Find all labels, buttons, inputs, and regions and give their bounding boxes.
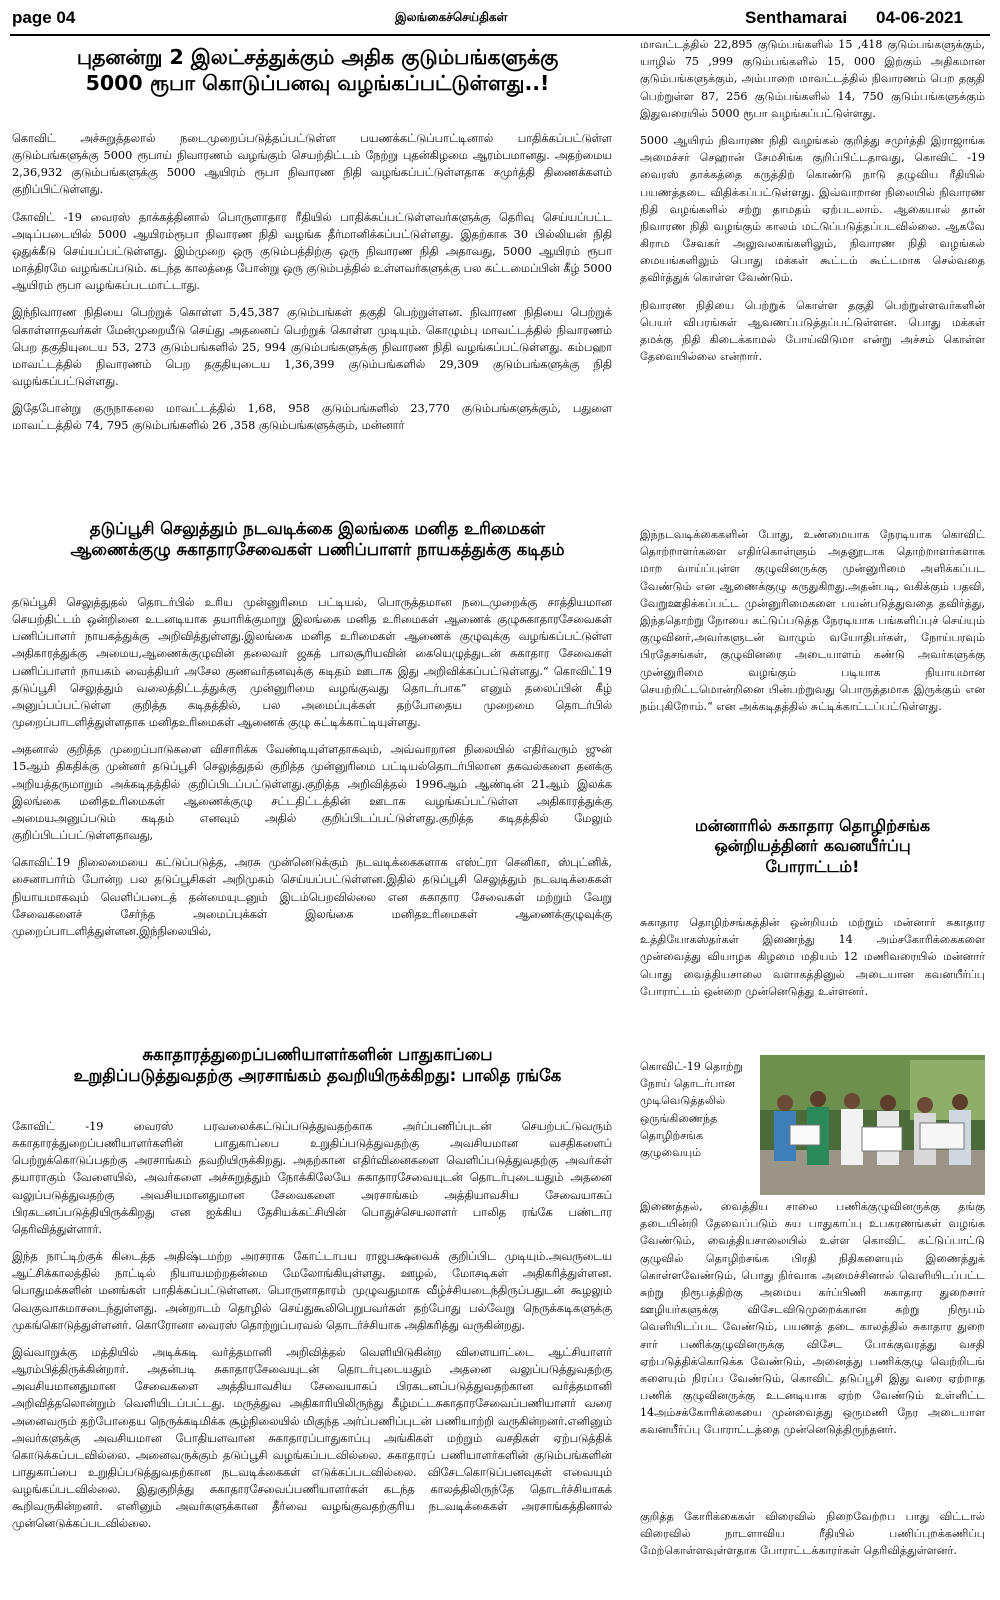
article1-body xyxy=(12,130,612,500)
article3-closing xyxy=(640,1508,985,1592)
article1-paragraph: 5000 ஆயிரம் நிவாரண நிதி வழங்கல் குறித்து சமுர்த்தி இராஜாங்க அமைச்சர் செஹான் சேமசிங்க குறிப்பிட்டதாவது, கொவிட் -19 வைரஸ் தாக்கத்தை கருத்திற் கொண்டு நாடு தழுவிய ரீதியில் பயணத்தடை விதிக்கப்பட்டுள்ளது. இவ்வாறான நிலையில் நிவாரண நிதி வழங்களில் சற்று தாமதம் ஏற்படலாம். ஆகையால் தான் நிவாரண நிதி வழங்கும் காலம் மட்டுப்படுத்தப்படவில்லை. ஆகவே கிராம சேவகர் அலுவலகங்களிலும், நிவாரண நிதி வழங்கல் மையங்களிலும் பொது மக்கள் கூட்டம் கூட்டமாக செல்வதை தவிர்த்துக் கொள்ள வேண்டும். xyxy=(640,133,985,285)
article1-paragraph: மாவட்டத்தில் 22,895 குடும்பங்களில் 15 ,418 குடும்பங்களுக்கும், யாழில் 75 ,999 குடும்பங்களில் 15, 000 இற்கும் அதிகமான குடும்பங்களுக்கும், அம்பாறை மாவட்டத்தில் நிவாரணம் பெற தகுதி பெற்றுள்ள 87, 256 குடும்பங்களில் 14, 750 குடும்பங்களுக்கும் இதுவரையில் 5000 ரூபா வழங்கப்பட்டுள்ளது. xyxy=(640,38,985,120)
article4-paragraph: இவ்வாறுக்கு மத்தியில் அடிக்கடி வர்த்தமானி அறிவித்தல் வெளியிடுகின்ற விளையாட்டை ஆட்சியாளர் ஆரம்பித்திருக்கின்றார். அதன்படி சுகாதாரசேவையுடன் தொடர்புடையதும் அதனை வலுப்படுத்துவதற்கு அவசியமானதுமான சேவைகளை அத்தியாவசிய சேவையாகப் பிரகடனப்படுத்துவதற்கான வர்த்தமானி அறிவித்தலொன்றும் வெளியிடப்பட்டது. மருத்துவ அதிகாரியிலிருந்து கீழ்மட்டசுகாதாரசேவைப்பணியாளர் வரை அனைவரும் தற்போதைய நெருக்கடிமிக்க சூழ்நிலையில் மிகுந்த அர்ப்பணிப்புடன் பணியாற்றி வருகின்றனர்.எனினும் அவர்களுக்கு அவசியமான போதியளவான சுகாதாரப்பாதுகாப்பு அங்கிகள் மற்றும் வசதிகள் ஏற்படுத்திக் கொடுக்கப்படவில்லை. அனைவருக்கும் தடுப்பூசி வழங்கப்படவில்லை. சுகாதாரப் பணியாளர்களின் குடும்பங்களின் பாதுகாப்பை உறுதிப்படுத்துவதற்கான நடவடிக்கைகள் எடுக்கப்படவில்லை. விசேடகொடுப்பனவுகள் எவையும் வழங்கப்படவில்லை. இதுகுறித்து சுகாதாரசேவைப்பணியாளர்கள் கடந்த காலத்திலிருந்தே தொடர்ச்சியாகக் கூறிவருகின்றனர். எனினும் அவர்களுக்கான தீர்வை வழங்குவதற்குரிய நடவடிக்கைகள் அரசாங்கத்தினால் முன்னெடுக்கப்படவில்லை. xyxy=(12,1345,612,1531)
article2-body xyxy=(12,594,612,1034)
issue-date: 04-06-2021 xyxy=(876,8,963,27)
article3-paragraph: குறித்த கோரிக்கைகள் விரைவில் நிறைவேற்றப பாது விட்டால் விரைவில் நாடளாவிய ரீதியில் பணிப்புறக்கணிப்பு மேற்கொள்ளவுள்ளதாக போராட்டக்காரர்கள் தெரிவித்துள்ளனர். xyxy=(640,1510,985,1558)
article4-headline xyxy=(10,1044,625,1112)
article3-side-text xyxy=(640,1058,752,1196)
page-number: page 04 xyxy=(12,8,76,27)
article2-headline-line1: தடுப்பூசி செலுத்தும் நடவடிக்கை இலங்கை மனித உரிமைகள் xyxy=(89,519,546,538)
article4-paragraph: இந்த நாட்டிற்குக் கிடைத்த அதிஷ்டமற்ற அரசராக கோட்டாபய ராஜபக்ஷவைக் குறிப்பிட முடியும்.அவருடைய ஆட்சிக்காலத்தில் நாட்டில் நியாயமற்றதன்மை மேலோங்கியுள்ளது. ஊழல், மோசடிகள் அதிகரித்துள்ளன. பொதுமக்களின் மனங்கள் பாதிக்கப்பட்டுள்ளன. பொருளாதாரம் முழுவதுமாக வீழ்ச்சியடைந்திருப்பதுடன் கூழலும் வெகுவாகமாசடைந்துள்ளது. அன்றாடம் தொழில் செய்துகூலிபெறுபவர்கள் தற்போது பல்வேறு நெருக்கடிகளுக்கு முகங்கொடுத்துள்ளனர். கொரோனா வைரஸ் தொற்றுப்பரவல் தொடர்ச்சியாக அதிகரித்து வருகின்றது. xyxy=(12,1250,612,1332)
article1-paragraph: இந்நிவாரண நிதியை பெற்றுக் கொள்ள 5,45,387 குடும்பங்கள் தகுதி பெற்றுள்ளன. நிவாரண நிதியை பெற்றுக் கொள்ளாதவர்கள் மேன்முறையீடு செய்து அதனைப் பெற்றுக் கொள்ள முடியும். கொழும்பு மாவட்டத்தில் நிவாரணம் பெற தகுதியுடைய 53, 273 குடும்பங்களில் 25, 994 குடும்பங்களுக்கு நிவாரண நிதி வழங்கப்பட்டுள்ளது. கம்பஹா மாவட்டத்தில் நிவாரணம் பெற தகுதியுடைய 1,36,399 குடும்பங்களில் 29,309 குடும்பங்களுக்கு நிதி வழங்கப்பட்டுள்ளது. xyxy=(12,306,612,389)
article4-paragraph: கோவிட் -19 வைரஸ் பரவலைக்கட்டுப்படுத்துவதற்காக அர்ப்பணிப்புடன் செயற்பட்டுவரும் சுகாதாரத்துறைப்பணியாளர்களின் பாதுகாப்பை உறுதிப்படுத்துவதற்கு அவசியமான வசதிகளைப் பெற்றுக்கொடுப்பதற்கு அரசாங்கம் தவறியிருக்கிறது. அதற்கான எதிர்வினைகளை வெளிப்படுத்துவதற்கு அவர்கள் தயாராகும் வேளையில், அவர்களை அச்சுறுத்தும் நோக்கிலேயே சுகாதாரசேவையுடன் தொடர்புடையதும் அதனை வலுப்படுத்துவதற்கு அவசியமானதுமான சேவைகளை அரசாங்கம் அத்தியாவசிய சேவையாகப் பிரகடனப்படுத்தியிருக்கிறது என ஐக்கிய தேசியக்கட்சியின் பொதுச்செயலாளர் பாலித ரங்கே பண்டார தெரிவித்துள்ளார். xyxy=(12,1120,612,1236)
article2-paragraph: தடுப்பூசி செலுத்துதல் தொடர்பில் உரிய முன்னுரிமை பட்டியல், பொருத்தமான நடைமுறைக்கு சாத்தியமான செயற்திட்டம் ஒன்றினை உடனடியாக தயாரிக்குமாறு இலங்கை மனித உரிமைகள் ஆணைக் குழுசுகாதாரசேவைகள் பணிப்பாளர் நாயகத்துக்கு அறிவித்துள்ளது.இலங்கை மனித உரிமைகள் ஆணைக் குழுவுக்கு வழங்கப்பட்டுள்ள அதிகாரத்துக்கு அமைய,ஆணைக்குழுவின் தலைவர் ஜகத் பாலசூரியவின் கையெழுத்துடன் சுகாதார சேவைகள் பணிப்பாளர் நாயகம் வைத்தியர் அசேல குணவர்தனவுக்கு கடிதம் ஊடாக இது அறிவிக்கப்பட்டுள்ளது.“ கொவிட்19 தடுப்பூசி செலுத்தும் வலைத்திட்டத்துக்கு முன்னுரிமை வழங்குவது தொடர்பாக” எனும் தலைப்பின் கீழ் அனுப்பப்பட்டுள்ள குறித்த கடிதத்தில், பல அமைப்புக்கள் தற்போதைய முறைமை தொடர்பில் முறைப்பாடளித்துள்ளதாக மனிதஉரிமைகள் ஆணைக் குழு சுட்டிக்காட்டியுள்ளது. xyxy=(12,596,612,730)
article1-paragraph: நிவாரண நிதியை பெற்றுக் கொள்ள தகுதி பெற்றுள்ளவர்களின் பெயர் விபரங்கள் ஆவணப்படுத்தப்பட்டுள்ளன. பொது மக்கள் தமக்கு நிதி கிடைக்காமல் போய்விடுமா என்று அச்சம் கொள்ள தேவையில்லை என்றார். xyxy=(640,298,985,364)
article3-headline-line3: போராட்டம்! xyxy=(765,856,860,876)
protest-photo xyxy=(760,1055,985,1195)
article2-paragraph: கொவிட்19 நிலைமையை கட்டுப்படுத்த, அரசு முன்னெடுக்கும் நடவடிக்கைகளாக எஸ்ட்ரா செனிகா, ஸ்புட்னிக், சைனாபார்ம் போன்ற பல தடுப்பூசிகள் அறிமுகம் செய்யப்பட்டுள்ளன.இதில் தடுப்பூசி செலுத்தும் நடவடிக்கைகள் நியாயமாகவும் வெளிப்படைத் தன்மையுடனும் இடம்பெறவில்லை என சுகாதார சேவைகள் மற்றும் வேறு சேவைகளைச் சேர்ந்த அமைப்புக்கள் இலங்கை மனிதஉரிமைகள் ஆணைக்குழுவுக்கு முறைப்பாடளித்துள்ளன.இந்நிலையில், xyxy=(12,856,612,938)
article1-headline-line1: புதனன்று 2 இலட்சத்துக்கும் அதிக குடும்பங்களுக்கு xyxy=(76,45,559,69)
article3-paragraph: கொவிட்-19 தொற்று நோய் தொடர்பான முடிவெடுத்தலில் ஒருங்கிணைந்த தொழிற்சங்க குழுவையும் xyxy=(640,1060,743,1159)
article1-paragraph: கொவிட் அச்சுறுத்தலால் நடைமுறைப்படுத்தப்பட்டுள்ள பயணக்கட்டுப்பாட்டினால் பாதிக்கப்பட்டுள்ள குடும்பங்களுக்கு 5000 ரூபாய் நிவாரணம் வழங்கும் செயற்திட்டம் நேற்று புதன்கிழமை ஆரம்பமானது. அதற்மைய 2,36,932 குடும்பங்களுக்கு 5000 ஆயிரம் ரூபா நிவாரண நிதி வழங்கப்பட்டுள்ளதாக சமுர்த்தி திணைக்களம் குறிப்பிட்டுள்ளது. xyxy=(12,132,612,197)
article2-headline-line2: ஆணைக்குழு சுகாதாரசேவைகள் பணிப்பாளர் நாயகத்துக்கு கடிதம் xyxy=(70,540,565,560)
section-name: இலங்கைச்செய்திகள் xyxy=(395,10,508,24)
article4-headline-line1: சுகாதாரத்துறைப்பணியாளர்களின் பாதுகாப்பை xyxy=(142,1045,493,1064)
article2-continuation xyxy=(640,526,985,811)
publication-name: Senthamarai xyxy=(745,8,848,27)
article3-headline-line1: மன்னாரில் சுகாதார தொழிற்சங்க xyxy=(694,816,931,835)
article3-intro xyxy=(640,914,985,1054)
article3-headline xyxy=(640,816,985,908)
article1-continuation xyxy=(640,36,985,508)
article1-paragraph: இதேபோன்று குருநாகலை மாவட்டத்தில் 1,68, 958 குடும்பங்களில் 23,770 குடும்பங்களுக்கும், பதுளை மாவட்டத்தில் 74, 795 குடும்பங்களில் 26 ,358 குடும்பங்களுக்கும், மன்னார் xyxy=(12,402,612,433)
article4-body xyxy=(12,1118,612,1596)
article2-paragraph: இந்நடவடிக்கைகளின் போது, உண்மையாக நேரடியாக கொவிட் தொற்றாளர்களை எதிர்கொள்ளும் அதனூடாக தொற்றாளர்களாக மாற வாய்ப்புள்ள குழுவினருக்கு முன்னுரிமை அளிக்கப்பட வேண்டும் என ஆணைக்குழு கருதுகிறது.அதன்படி, வகிக்கும் பதவி, வேறுஊதிக்கப்பட்ட முன்னுரிமைகளை பயன்படுத்துவதை தவிர்த்து, இந்ததொற்று நோயை கட்டுப்படுத்த நேரடியாக பங்களிப்புச் செய்யும் குழுவினர்,அவர்களுடன் வாழும் வயோதிபர்கள், நோய்பரவும் பிரதேசங்கள், குழுவினரை அடையாளம் கண்டு அவர்களுக்கு முன்னுரிமை வழங்கும் படியாக நியாயமான செயற்றிட்டமொன்றினை பின்பற்றுவது பொருத்தமாக இருக்கும் என நம்புகிறோம்.“ என அக்கடிதத்தில் சுட்டிக்காட்டப்பட்டுள்ளது. xyxy=(640,528,985,713)
article3-headline-line2: ஒன்றியத்தினர் கவனயீர்ப்பு xyxy=(714,836,911,856)
article1-headline xyxy=(10,44,625,124)
article3-body xyxy=(640,1198,985,1504)
article2-headline xyxy=(10,518,625,586)
article4-headline-line2: உறுதிப்படுத்துவதற்கு அரசாங்கம் தவறியிருக்கிறது: பாலித ரங்கே xyxy=(73,1066,562,1086)
article3-paragraph: இணைத்தல், வைத்திய சாலை பணிக்குழுவினருக்கு தங்கு தடையின்றி தேவைப்படும் சுய பாதுகாப்பு உபகரணங்கள் வழங்க வேண்டும், வைத்தியசாலையில் உள்ள கொவிட் கட்டுப்பாட்டு குழுவில் தொழிற்சங்க பிரதி நிதிகளையும் இணைத்துக் கொள்ளவேண்டும், பொது நிர்வாக அமைச்சினால் வெளியிடப்பட்ட சுற்று நிரூபத்திற்கு அமைய கர்ப்பிணி சுகாதார துறைசார் ஊழியர்களுக்கு விசேடவிடுமுறைக்கான சுற்று நிரூபம் வெளியிடப்பட வேண்டும், பயணத் தடை காலத்தில் சுகாதார துறை சார் பணிக்குழுவினருக்கு விசேட போக்குவரத்து வசதி ஏற்படுத்திக்கொடுக்க வேண்டும், அனைத்து பணிக்குழு வெற்றிடங் களையும் நிரப்ப வேண்டும், கொவிட் தடுப்பூசி இது வரை ஏற்றாத பணிக் குழுவினருக்கு உடனடியாக ஏற்ற வேண்டும் உள்ளிட்ட 14அம்சக்கோரிக்கையை முன்வைத்து ஒருமணி நேர அடையாள கவனயீர்ப்பு போராட்டத்தை முன்னெடுத்திருந்தனர். xyxy=(640,1200,985,1437)
article1-paragraph: கோவிட் -19 வைரஸ் தாக்கத்தினால் பொருளாதார ரீதியில் பாதிக்கப்பட்டுள்ளவர்களுக்கு தெரிவு செய்யப்பட்ட அடிப்படையில் 5000 ஆயிரம்ரூபா நிவாரண நிதி வழங்க தீர்மானிக்கப்பட்டுள்ளது. இதற்காக 30 பில்லியன் நிதி ஒதுக்கீடு செய்யப்பட்டுள்ளது. இம்முறை ஒரு குடும்பத்திற்கு ஒரு நிவாரண நிதி அதாவது, 5000 ஆயிரம் ரூபா மாத்திரமே வழங்கப்படும். கடந்த காலத்தை போன்று ஒரு குடும்பத்தில் உள்ளவர்களுக்கு பல கட்டமைப்பின் கீழ் 5000 ஆயிரம் ரூபா வழங்கப்படமாட்டாது. xyxy=(12,210,612,293)
article2-paragraph: அதனால் குறித்த முறைப்பாடுகளை விசாரிக்க வேண்டியுள்ளதாகவும், அவ்வாறான நிலையில் எதிர்வரும் ஜுன் 15ஆம் திகதிக்கு முன்னர் தடுப்பூசி செலுத்துதல் குறித்த முன்னுரிமை பட்டியல்தொடர்பிலான தகவல்களை தனக்கு அறியத்தருமாறும் அக்கடிதத்தில் குறிப்பிடப்பட்டுள்ளது.குறித்த அறிவித்தல் 1996ஆம் ஆண்டின் 21ஆம் இலக்க இலங்கை மனிதஉரிமைகள் ஆணைக்குழு சட்டதிட்டத்தின் ஊடாக வழங்கப்பட்டுள்ள அதிகாரத்துக்கு அமையஅனுப்படும் கடிதம் எனவும் அதில் குறிப்பிடப்பட்டுள்ளது.குறித்த கடிதத்தில் மேலும் குறிப்பிடப்பட்டுள்ளதாவது, xyxy=(12,743,612,843)
article1-headline-line2: 5000 ரூபா கொடுப்பனவு வழங்கப்பட்டுள்ளது..! xyxy=(85,71,550,96)
article3-paragraph: சுகாதார தொழிற்சங்கத்தின் ஒன்றியம் மற்றும் மன்னார் சுகாதார உத்தியோகஸ்தர்கள் இணைந்து 14 அம்சகோரிக்கைகளை முன்வைத்து வியாழக கிழமை மதியம் 12 மணிவரையில் மன்னார் பொது வைத்தியசாலை வளாகத்தினுல் அடையான கவனயீர்ப்பு போராட்டம் ஒன்றை முன்னெடுத்து உள்ளனர். xyxy=(640,916,985,998)
